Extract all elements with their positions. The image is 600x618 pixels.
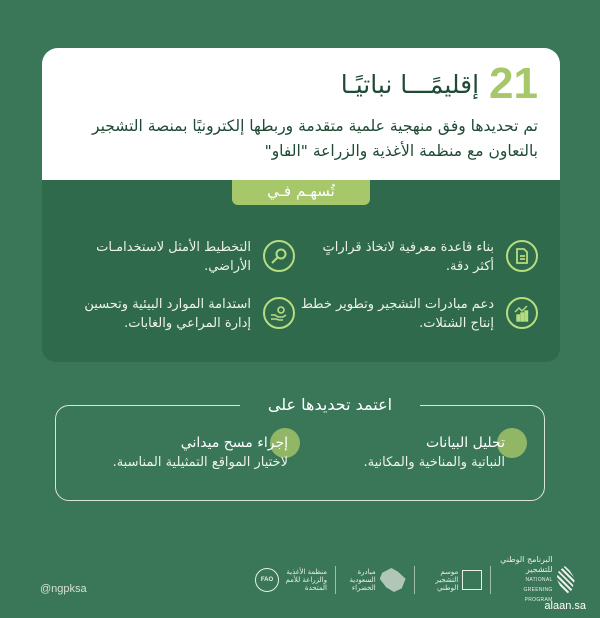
sgi-logo: مبادرة السعودية الخضراء xyxy=(344,568,406,592)
feature-text: التخطيط الأمثل لاستخدامـات الأراضي. xyxy=(96,240,251,274)
region-count: 21 xyxy=(489,59,538,108)
header-card xyxy=(42,48,560,180)
season-icon xyxy=(462,570,482,590)
feature-text: بناء قاعدة معرفية لاتخاذ قراراتٍ أكثر دقة. xyxy=(322,240,494,274)
divider xyxy=(335,566,336,594)
basis-heading: تحليل البيانات xyxy=(425,435,505,451)
divider xyxy=(414,566,415,594)
basis-heading: إجراء مسح ميداني xyxy=(180,435,288,451)
ngp-logo: البرنامج الوطني للتشجير NATIONAL GREENING PROGRAM xyxy=(499,555,575,605)
divider xyxy=(490,566,491,594)
title-row xyxy=(340,59,538,108)
feature-item xyxy=(65,238,295,276)
feature-item xyxy=(298,238,538,276)
sustainability-hand-icon xyxy=(263,297,295,329)
basis-text: لاختيار المواقع التمثيلية المناسبة. xyxy=(112,455,288,470)
feature-text: استدامة الموارد البيئية وتحسين إدارة المراعي والغابات. xyxy=(84,297,251,331)
page-title: إقليمًـــا نباتيًـا xyxy=(340,69,480,99)
fao-emblem-icon: FAO xyxy=(255,568,279,592)
feature-text: دعم مبادرات التشجير وتطوير خطط إنتاج الشتلات. xyxy=(300,297,494,331)
saudi-map-icon xyxy=(557,566,575,594)
search-icon xyxy=(263,240,295,272)
basis-title: اعتمد تحديدها على xyxy=(240,394,420,416)
partner-logos xyxy=(255,555,575,603)
social-handle: @ngpksa xyxy=(40,583,87,595)
feature-item xyxy=(65,295,295,333)
greening-season-logo: موسم التشجير الوطني xyxy=(422,568,482,592)
header-description: تم تحديدها وفق منهجية علمية متقدمة وربطها إلكترونيًا بمنصة التشجير بالتعاون مع منظمة الأغذية والزراعة "الفاو" xyxy=(92,117,538,160)
saudi-map-icon xyxy=(380,568,406,592)
contributes-tab: تُسهـم فـي xyxy=(232,180,370,205)
site-watermark: alaan.sa xyxy=(544,600,586,612)
basis-text: النباتية والمناخية والمكانية. xyxy=(363,455,505,470)
feature-item xyxy=(298,295,538,333)
document-icon xyxy=(506,240,538,272)
basis-item xyxy=(113,434,288,472)
growth-chart-icon xyxy=(506,297,538,329)
basis-item xyxy=(364,434,505,472)
fao-logo: FAO منظمة الأغذية والزراعة للأمم المتحدة xyxy=(255,568,327,592)
